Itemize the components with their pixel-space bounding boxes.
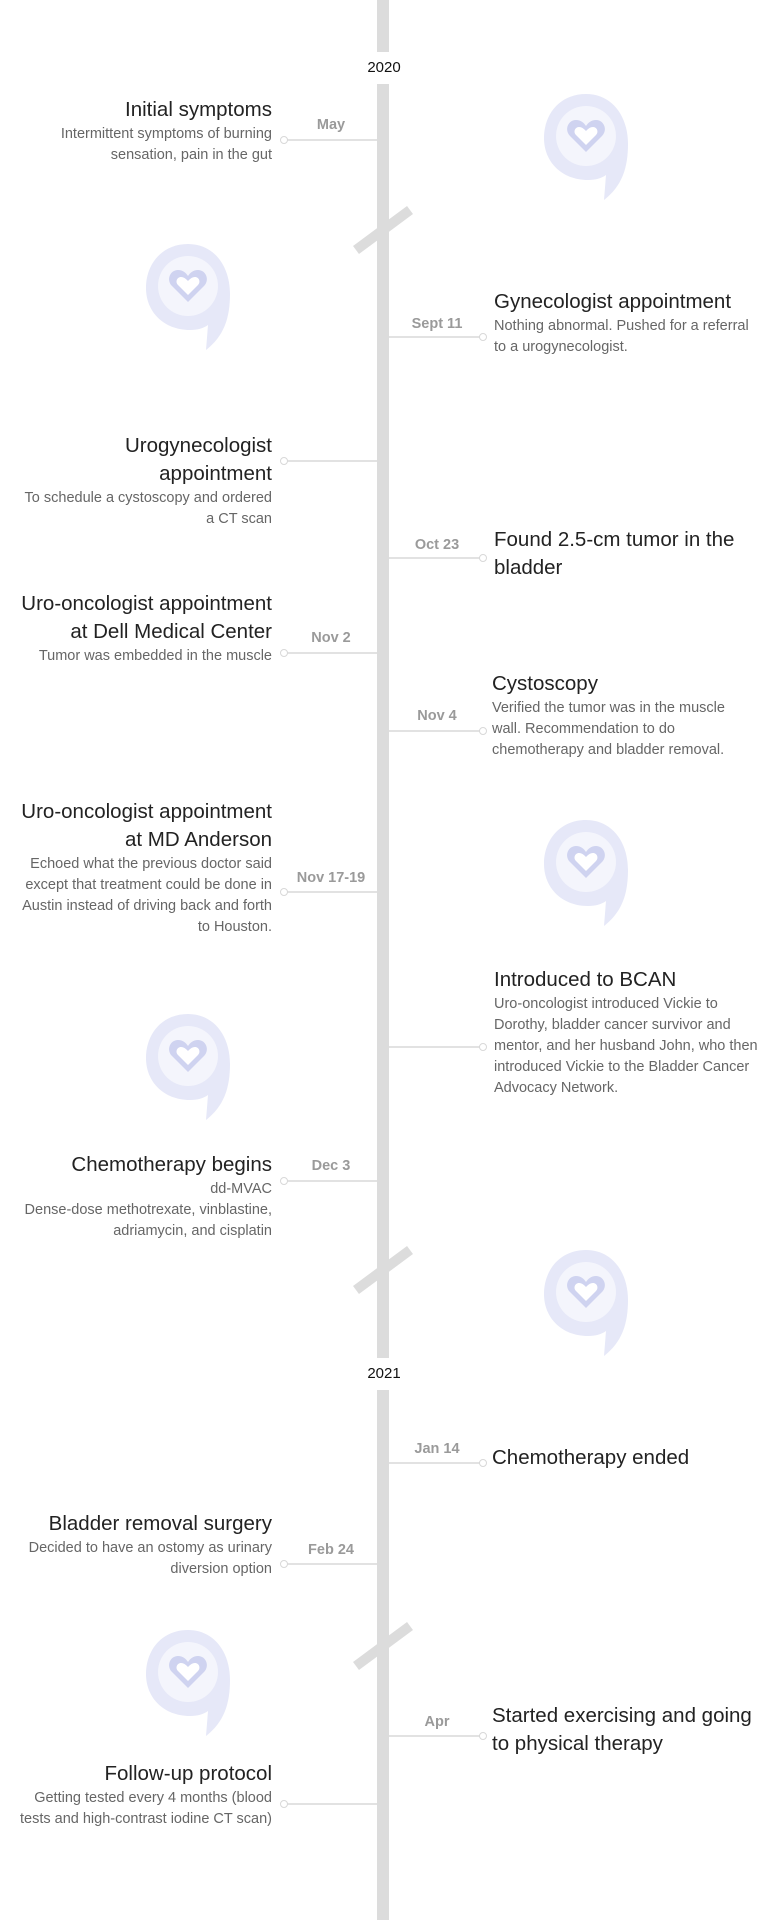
- event-title: Uro-oncologist appointment at MD Anderson: [21, 800, 272, 851]
- timeline-event-gynecologist: [494, 288, 754, 358]
- timeline-event-md-anderson: [14, 798, 272, 938]
- timeline-connector: [389, 1046, 483, 1048]
- timeline-event-chemo-ended: [492, 1444, 754, 1472]
- timeline-connector: [283, 1563, 377, 1565]
- timeline-dot: [479, 1459, 487, 1467]
- event-description: Verified the tumor was in the muscle wall. Recommendation to do chemotherapy and bladder removal.: [492, 700, 725, 758]
- year-marker-2021: 2021: [354, 1358, 414, 1390]
- heart-speech-bubble-icon: [140, 238, 236, 362]
- heart-speech-bubble-icon: [140, 1008, 236, 1132]
- timeline-connector: [389, 1735, 483, 1737]
- timeline-event-tumor-found: [494, 526, 756, 582]
- timeline-dot: [280, 457, 288, 465]
- timeline-event-urogynecologist: [14, 432, 272, 530]
- timeline-break-mark: [350, 1616, 416, 1676]
- event-title: Bladder removal surgery: [48, 1512, 272, 1535]
- timeline-dot: [280, 1177, 288, 1185]
- timeline-dot: [280, 136, 288, 144]
- timeline-event-follow-up: [14, 1760, 272, 1830]
- timeline-dot: [280, 649, 288, 657]
- timeline-dot: [479, 1732, 487, 1740]
- timeline-connector: [283, 652, 377, 654]
- heart-speech-bubble-icon: [538, 1244, 634, 1368]
- event-description: Intermittent symptoms of burning sensation, pain in the gut: [60, 126, 272, 163]
- event-title: Initial symptoms: [125, 98, 272, 121]
- timeline-connector: [283, 460, 377, 462]
- heart-speech-bubble-icon: [538, 814, 634, 938]
- event-title: Found 2.5-cm tumor in the bladder: [494, 528, 735, 579]
- event-title: Uro-oncologist appointment at Dell Medical Center: [21, 592, 272, 643]
- event-title: Started exercising and going to physical therapy: [492, 1704, 752, 1755]
- event-description: dd-MVAC: [210, 1181, 272, 1197]
- timeline-connector: [389, 1462, 483, 1464]
- timeline-event-bcan: [494, 966, 762, 1099]
- timeline-connector: [283, 1803, 377, 1805]
- event-description: Decided to have an ostomy as urinary diversion option: [28, 1540, 272, 1577]
- event-description: Tumor was embedded in the muscle: [38, 648, 272, 664]
- event-description: Uro-oncologist introduced Vickie to Dorothy, bladder cancer survivor and mentor, and her husband John, who then introduced Vickie to the Bladder Cancer Advocacy Network.: [494, 996, 758, 1096]
- event-title: Gynecologist appointment: [494, 290, 732, 313]
- event-date: Nov 17-19: [296, 870, 366, 886]
- event-date: Sept 11: [411, 316, 463, 332]
- event-title: Chemotherapy begins: [71, 1153, 272, 1176]
- timeline-connector: [389, 557, 483, 559]
- timeline-break-mark: [350, 200, 416, 260]
- event-description: Getting tested every 4 months (blood tests and high-contrast iodine CT scan): [19, 1790, 272, 1827]
- heart-speech-bubble-icon: [140, 1624, 236, 1748]
- event-date: Nov 2: [311, 630, 351, 646]
- event-title: Follow-up protocol: [104, 1762, 272, 1785]
- timeline-dot: [479, 554, 487, 562]
- event-date: Apr: [424, 1714, 450, 1730]
- timeline-event-initial-symptoms: [14, 96, 272, 166]
- event-description: To schedule a cystoscopy and ordered a CT scan: [24, 490, 272, 527]
- timeline-event-chemo-begins: [14, 1151, 272, 1242]
- timeline-connector: [389, 730, 483, 732]
- event-title: Cystoscopy: [492, 672, 598, 695]
- event-title: Introduced to BCAN: [494, 968, 677, 991]
- timeline-break-mark: [350, 1240, 416, 1300]
- event-title: Chemotherapy ended: [492, 1446, 690, 1469]
- event-description: Nothing abnormal. Pushed for a referral to a urogynecologist.: [494, 318, 749, 355]
- heart-speech-bubble-icon: [538, 88, 634, 212]
- event-description: Echoed what the previous doctor said except that treatment could be done in Austin instead of driving back and forth to Houston.: [22, 856, 272, 935]
- timeline-connector: [389, 336, 483, 338]
- timeline-event-dell-medical: [14, 590, 272, 667]
- timeline-connector: [283, 1180, 377, 1182]
- timeline-connector: [283, 891, 377, 893]
- event-date: Jan 14: [414, 1441, 460, 1457]
- timeline-dot: [479, 1043, 487, 1051]
- timeline-dot: [280, 1800, 288, 1808]
- timeline-dot: [280, 888, 288, 896]
- timeline-connector: [283, 139, 377, 141]
- timeline-dot: [479, 727, 487, 735]
- timeline-event-bladder-removal: [14, 1510, 272, 1580]
- event-date: Oct 23: [414, 537, 460, 553]
- event-description: Dense-dose methotrexate, vinblastine, adriamycin, and cisplatin: [24, 1202, 272, 1239]
- timeline-event-cystoscopy: [492, 670, 754, 761]
- event-date: Dec 3: [311, 1158, 351, 1174]
- event-date: Feb 24: [308, 1542, 354, 1558]
- timeline-dot: [280, 1560, 288, 1568]
- year-marker-2020: 2020: [354, 52, 414, 84]
- event-date: Nov 4: [417, 708, 457, 724]
- event-date: May: [316, 117, 346, 133]
- timeline-event-exercising: [492, 1702, 756, 1758]
- event-title: Urogynecologist appointment: [125, 434, 272, 485]
- timeline-dot: [479, 333, 487, 341]
